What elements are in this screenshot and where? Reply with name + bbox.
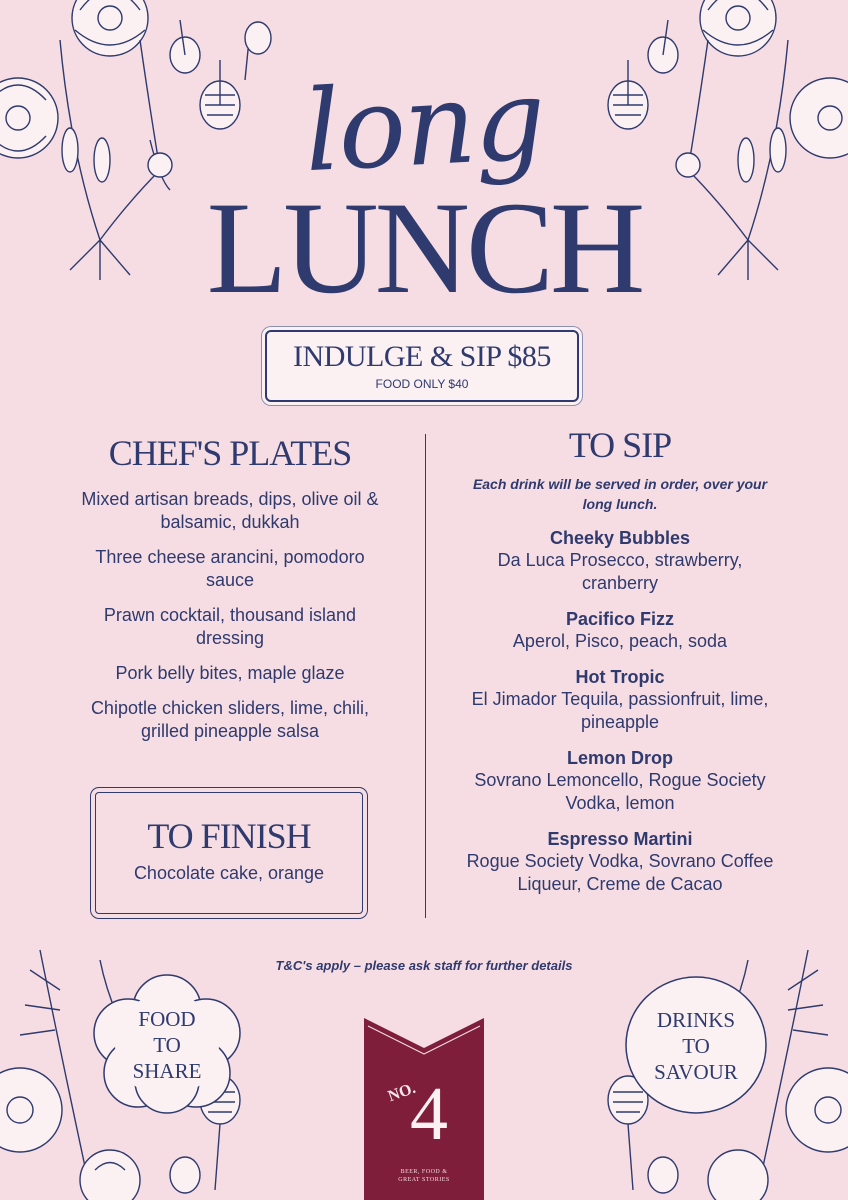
price-sub-label: FOOD ONLY $40 <box>375 377 469 391</box>
drink-description: Da Luca Prosecco, strawberry, cranberry <box>497 550 743 593</box>
drinks-to-savour-badge <box>624 975 768 1115</box>
title-script-long: long <box>301 54 547 198</box>
list-item: Chipotle chicken sliders, lime, chili, grilled pineapple salsa <box>90 698 370 741</box>
drink-description: Aperol, Pisco, peach, soda <box>512 631 728 651</box>
logo-tagline: BEER, FOOD & <box>400 1169 448 1175</box>
no4-logo <box>364 1018 484 1200</box>
drink-name: Espresso Martini <box>547 829 693 849</box>
drink-name: Pacifico Fizz <box>565 609 675 629</box>
to-sip-title: TO SIP <box>568 425 672 465</box>
drink-description: El Jimador Tequila, passionfruit, lime, pineapple <box>471 689 769 732</box>
to-sip-section <box>466 424 774 896</box>
list-item: Pork belly bites, maple glaze <box>115 663 345 683</box>
drinks-badge-line: TO <box>682 1034 710 1058</box>
price-plaque <box>265 330 579 402</box>
drink-description: Sovrano Lemoncello, Rogue Society Vodka, lemon <box>474 770 766 813</box>
drink-description: Rogue Society Vodka, Sovrano Coffee Liqueur, Creme de Cacao <box>466 851 774 894</box>
drink-name: Lemon Drop <box>567 748 673 768</box>
list-item: Mixed artisan breads, dips, olive oil & balsamic, dukkah <box>81 489 379 532</box>
to-sip-note: Each drink will be served in order, over your long lunch. <box>472 476 768 512</box>
price-main-label: INDULGE & SIP $85 <box>293 340 551 373</box>
logo-tagline: GREAT STORIES <box>398 1177 450 1183</box>
food-badge-line: SHARE <box>132 1059 202 1083</box>
list-item: Three cheese arancini, pomodoro sauce <box>95 547 365 590</box>
food-to-share-badge <box>88 973 246 1115</box>
logo-number: 4 <box>410 1072 448 1156</box>
logo-no-label: NO. <box>385 1079 418 1106</box>
terms-note: T&C's apply – please ask staff for further details <box>275 958 573 973</box>
chefs-plates-title: CHEF'S PLATES <box>108 433 352 473</box>
drinks-badge-line: DRINKS <box>656 1008 736 1032</box>
chefs-plates-section <box>80 432 380 743</box>
food-badge-line: FOOD <box>138 1007 196 1031</box>
drink-name: Hot Tropic <box>575 667 665 687</box>
to-finish-item: Chocolate cake, orange <box>133 863 325 883</box>
title-lunch: LUNCH <box>206 174 642 321</box>
food-badge-line: TO <box>153 1033 181 1057</box>
to-finish-box <box>95 792 363 914</box>
to-finish-title: TO FINISH <box>147 816 311 856</box>
list-item: Prawn cocktail, thousand island dressing <box>103 605 357 648</box>
drink-name: Cheeky Bubbles <box>549 528 691 548</box>
column-divider <box>425 434 426 918</box>
drinks-badge-line: SAVOUR <box>654 1060 738 1084</box>
